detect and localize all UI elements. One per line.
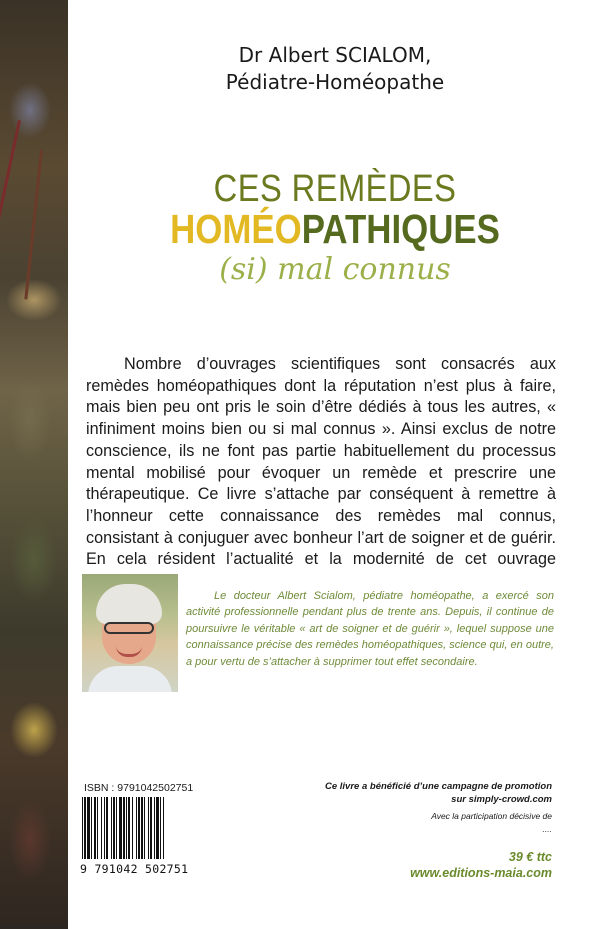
book-summary: Nombre d’ouvrages scientifiques sont consacrés aux remèdes homéopathiques dont la réputation n’est plus à faire, mais bien peu ont pris le soin d’être dédiés à tous les autres, « infiniment moins bien ou si mal connus ». Ainsi exclus de notre conscience, ils ne font pas partie habituellement du processus mental mobilisé pour évoquer un remède et prescrire une thérapeutique. Ce livre s’attache par conséquent à remettre à l’honneur cette connaissance des remèdes mal connus, consistant à conjuguer avec bonheur l’art de soigner et de guérir. En cela résident l’actualité et la modernité de cet ouvrage <box>86 355 556 569</box>
promo-line1: Ce livre a bénéficié d’une campagne de promotion <box>325 781 552 792</box>
author-portrait <box>82 574 178 692</box>
barcode-bar <box>101 797 102 859</box>
barcode-bar <box>82 797 83 859</box>
barcode-bar <box>144 797 145 859</box>
author-header <box>70 42 600 96</box>
barcode-bar <box>128 797 130 859</box>
author-profession: Pédiatre-Homéopathe <box>225 70 445 94</box>
title-rest: PATHIQUES <box>301 206 500 252</box>
barcode-bar <box>136 797 137 859</box>
barcode-bar <box>104 797 105 859</box>
barcode-bar <box>84 797 86 859</box>
barcode-bar <box>163 797 164 859</box>
book-title-line1: CES REMÈDES <box>213 168 457 210</box>
book-title-line2 <box>110 206 561 253</box>
barcode-digits: 9 791042 502751 <box>80 862 189 876</box>
barcode-bar <box>126 797 127 859</box>
herb-stem <box>24 150 43 299</box>
publisher-website[interactable]: www.editions-maia.com <box>410 866 552 880</box>
barcode-bar <box>113 797 115 859</box>
portrait-glasses <box>104 622 154 634</box>
book-subtitle: (si) mal connus <box>219 252 451 287</box>
barcode-bar <box>97 797 98 859</box>
barcode-bar <box>116 797 117 859</box>
cover-photo-strip <box>0 0 68 929</box>
portrait-shirt <box>88 666 172 692</box>
partner-line1: Avec la participation décisive de <box>431 811 552 821</box>
barcode-bar <box>138 797 140 859</box>
barcode <box>80 797 190 859</box>
barcode-bar <box>154 797 155 859</box>
barcode-bar <box>141 797 143 859</box>
barcode-bar <box>123 797 125 859</box>
isbn-label: ISBN : 9791042502751 <box>84 782 194 794</box>
barcode-bar <box>91 797 92 859</box>
author-name: Dr Albert SCIALOM, <box>238 43 432 67</box>
promo-line2: sur simply-crowd.com <box>451 794 552 805</box>
herb-stem <box>0 120 21 287</box>
portrait-hair <box>96 584 162 624</box>
partner-note <box>292 810 552 836</box>
promo-note <box>292 780 552 806</box>
barcode-bar <box>150 797 152 859</box>
title-highlight: HOMÉO <box>170 206 302 252</box>
barcode-bar <box>87 797 90 859</box>
barcode-bar <box>111 797 112 859</box>
author-bio: Le docteur Albert Scialom, pédiatre homéopathe, a exercé son activité professionnelle pendant plus de trente ans. Depuis, il continue de poursuivre le véritable « art de soigner et de guérir », lequel suppose une connaissance précise des remèdes homéopathiques, science qui, en outre, a pour vertu de s’attacher à supprimer tout effet secondaire. <box>186 590 554 668</box>
barcode-bar <box>119 797 122 859</box>
price: 39 € ttc <box>508 850 552 864</box>
barcode-bar <box>148 797 149 859</box>
barcode-bar <box>94 797 96 859</box>
barcode-bar <box>106 797 108 859</box>
partner-line2: .... <box>542 824 552 834</box>
barcode-bar <box>156 797 159 859</box>
barcode-bar <box>132 797 133 859</box>
barcode-bar <box>160 797 161 859</box>
